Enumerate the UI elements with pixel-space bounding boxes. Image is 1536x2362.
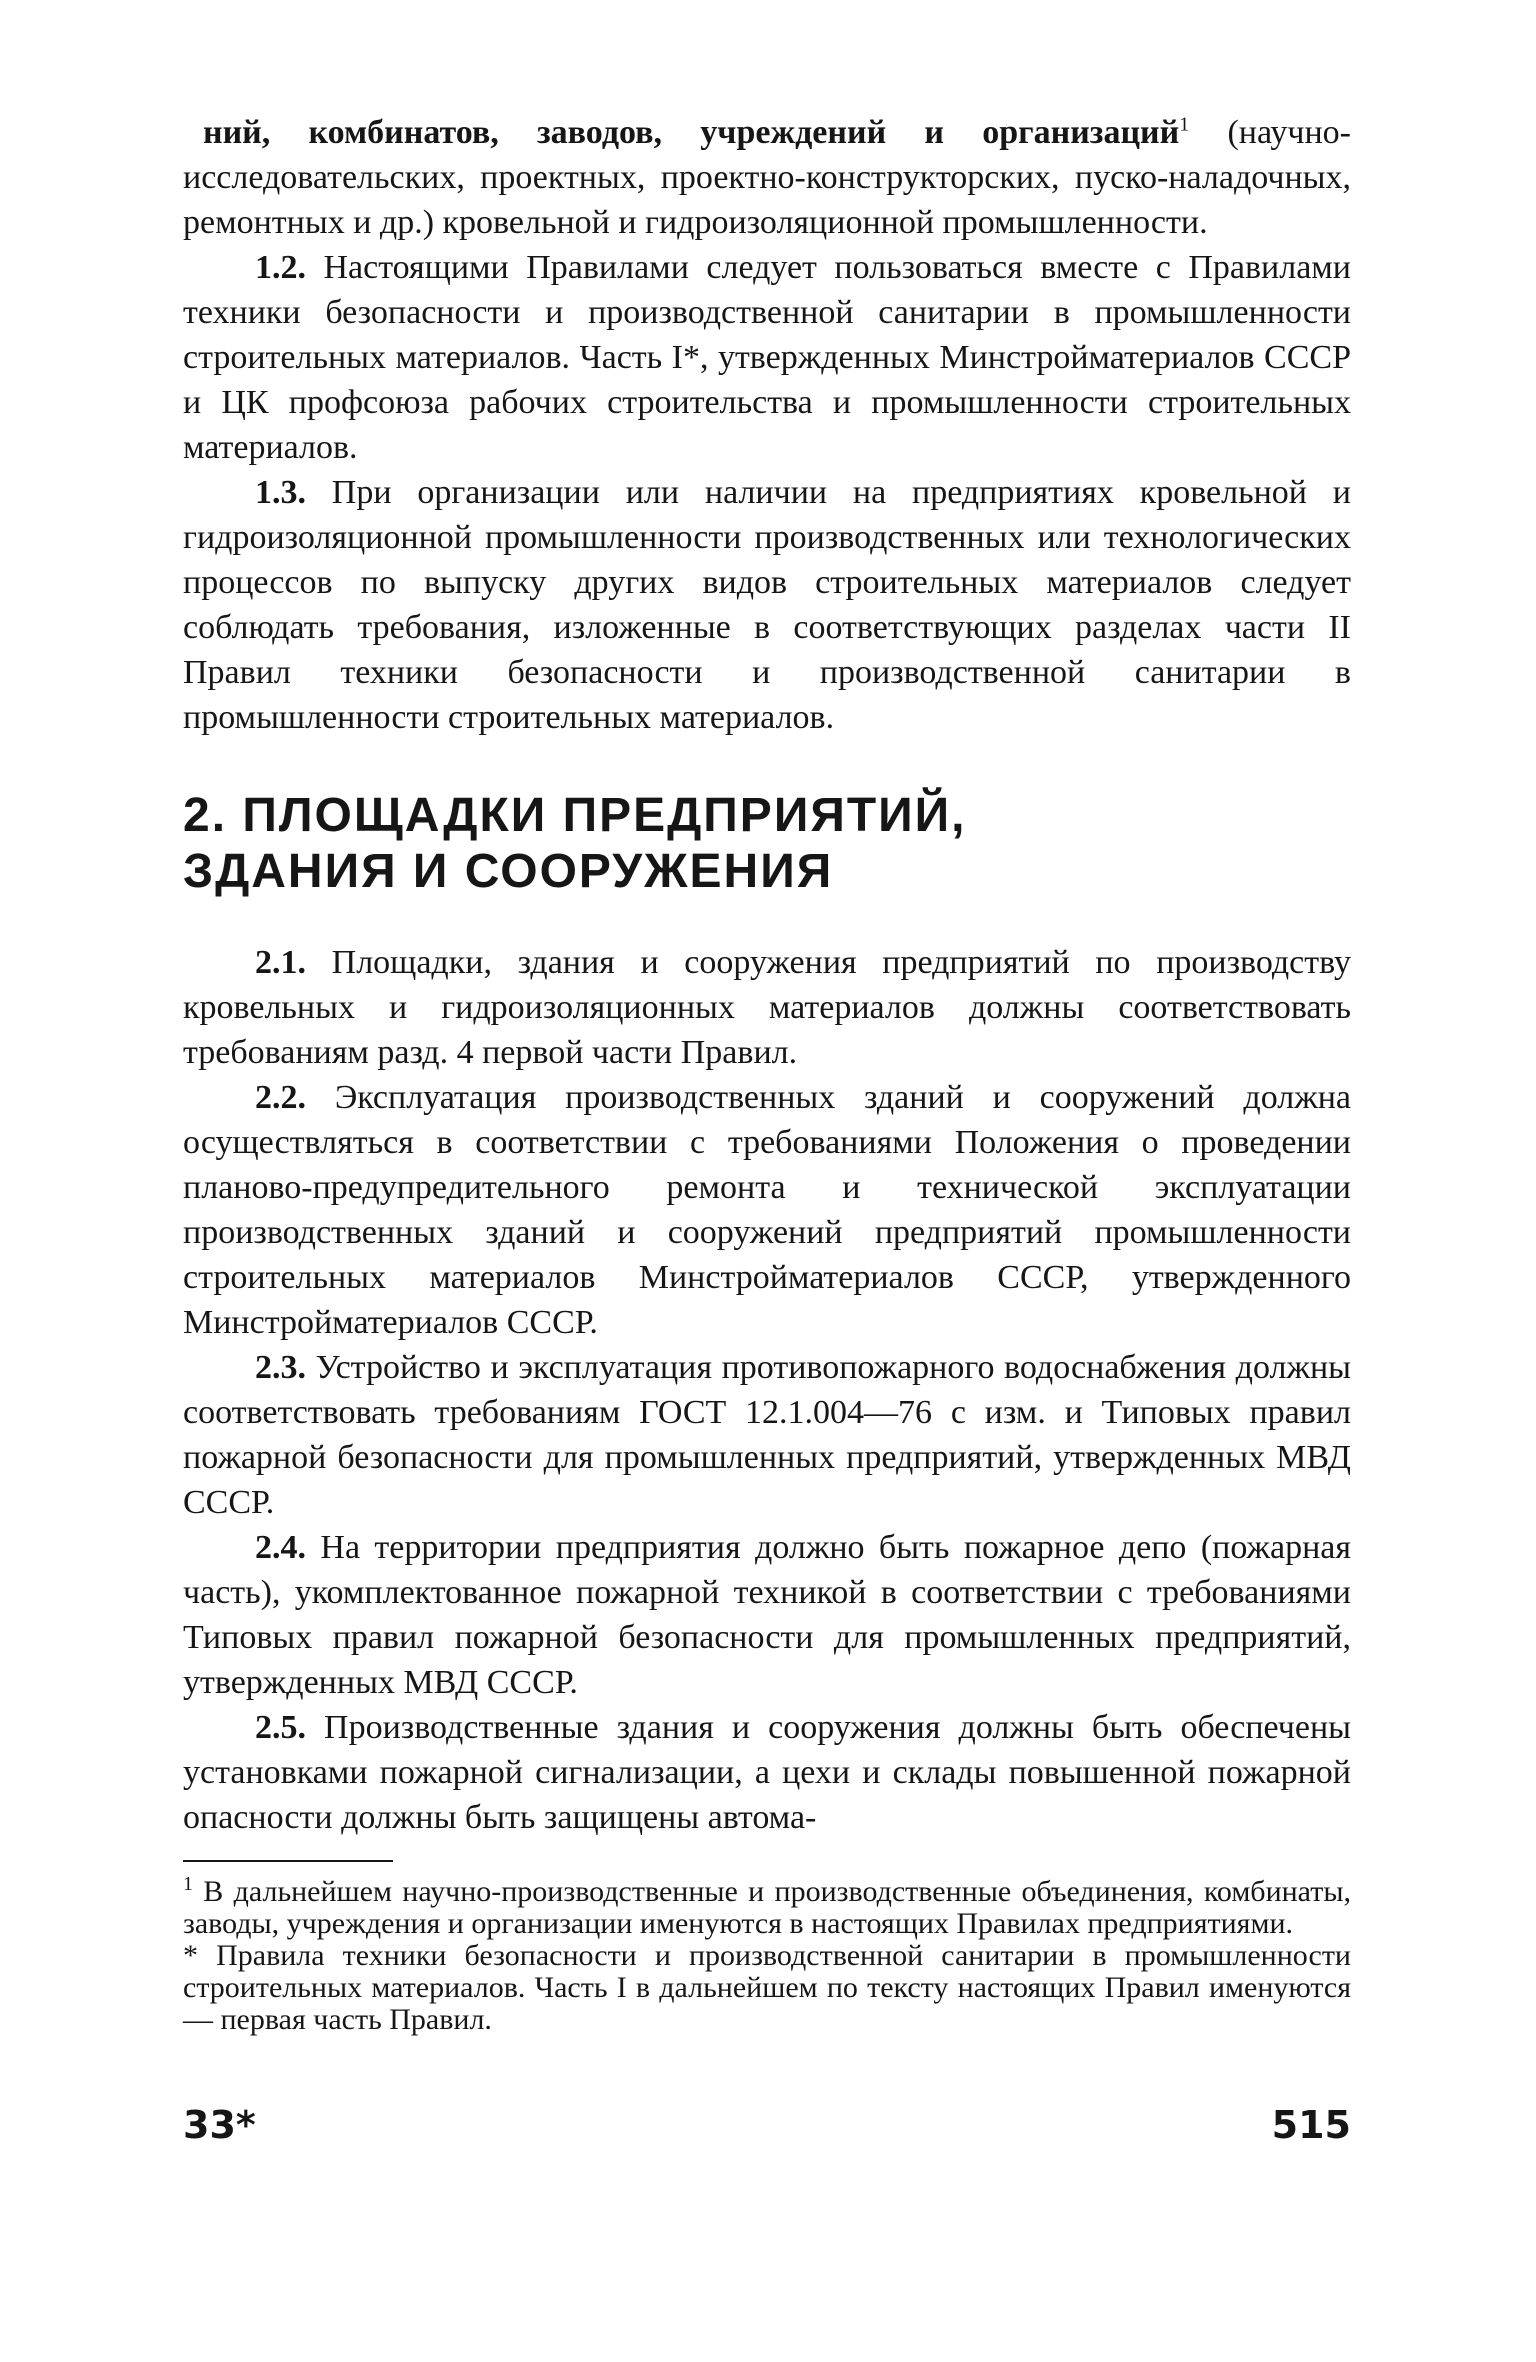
page-number: 515: [1271, 2103, 1351, 2147]
paragraph-2-2: [183, 1075, 1351, 1345]
section-2-title: [183, 788, 1351, 900]
paragraph-text: При организации или наличии на предприятиях кровельной и гидроизоляционной промышленности производственных или технологических процессов по выпуску других видов строительных материалов следует соблюдать требования, изложенные в соответствующих разделах части II Правил техники безопасности и производственной санитарии в промышленности строительных материалов.: [183, 474, 1351, 736]
paragraph-2-5: [183, 1705, 1351, 1840]
paragraph-number: 2.4.: [255, 1529, 306, 1566]
footnote-2: [183, 1940, 1351, 2036]
opening-paragraph: [183, 110, 1351, 245]
footnote-reference: 1: [1179, 113, 1190, 136]
paragraph-number: 2.1.: [255, 944, 306, 981]
paragraph-text: Эксплуатация производственных зданий и сооружений должна осуществляться в соответствии с требованиями Положения о проведении планово-предупредительного ремонта и технической эксплуатации производственных зданий и сооружений предприятий промышленности строительных материалов Минстройматериалов СССР, утвержденного Минстройматериалов СССР.: [183, 1079, 1351, 1341]
paragraph-1-3: [183, 470, 1351, 740]
paragraph-text: Настоящими Правилами следует пользоваться вместе с Правилами техники безопасности и производственной санитарии в промышленности строительных материалов. Часть I*, утвержденных Минстройматериалов СССР и ЦК профсоюза рабочих строительства и промышленности строительных материалов.: [183, 249, 1351, 466]
page-content: [183, 110, 1351, 2036]
section-title-line-1: 2. ПЛОЩАДКИ ПРЕДПРИЯТИЙ,: [183, 789, 967, 842]
signature-mark: 33*: [183, 2103, 256, 2147]
section-title-line-2: ЗДАНИЯ И СООРУЖЕНИЯ: [183, 845, 834, 898]
footnote-text: В дальнейшем научно-производственные и производственные объединения, комбинаты, заводы, учреждения и организации именуются в настоящих Правилах предприятиями.: [183, 1875, 1351, 1940]
footnote-divider: [183, 1860, 393, 1862]
paragraph-number: 2.3.: [255, 1349, 306, 1386]
paragraph-number: 1.3.: [255, 474, 306, 511]
footnote-mark: 1: [183, 1873, 193, 1895]
opening-text: (научно-исследовательских, проектных, проектно-конструкторских, пуско-наладочных, ремонтных и др.) кровельной и гидроизоляционной промышленности.: [183, 114, 1351, 241]
page-footer: [183, 2103, 1351, 2147]
paragraph-text: На территории предприятия должно быть пожарное депо (пожарная часть), укомплектованное пожарной техникой в соответствии с требованиями Типовых правил пожарной безопасности для промышленных предприятий, утвержденных МВД СССР.: [183, 1529, 1351, 1701]
footnote-1: [183, 1873, 1351, 1940]
paragraph-text: Площадки, здания и сооружения предприятий по производству кровельных и гидроизоляционных материалов должны соответствовать требованиям разд. 4 первой части Правил.: [183, 944, 1351, 1071]
opening-intro: ний, комбинатов, заводов, учреждений и организаций: [203, 114, 1180, 151]
paragraph-2-3: [183, 1345, 1351, 1525]
paragraph-number: 1.2.: [255, 249, 306, 286]
paragraph-2-1: [183, 940, 1351, 1075]
paragraph-text: Устройство и эксплуатация противопожарного водоснабжения должны соответствовать требованиям ГОСТ 12.1.004—76 с изм. и Типовых правил пожарной безопасности для промышленных предприятий, утвержденных МВД СССР.: [183, 1349, 1351, 1521]
footnote-mark: *: [183, 1939, 198, 1972]
paragraph-2-4: [183, 1525, 1351, 1705]
paragraph-text: Производственные здания и сооружения должны быть обеспечены установками пожарной сигнализации, а цехи и склады повышенной пожарной опасности должны быть защищены автома-: [183, 1709, 1351, 1836]
footnote-text: Правила техники безопасности и производственной санитарии в промышленности строительных материалов. Часть I в дальнейшем по тексту настоящих Правил именуются — первая часть Правил.: [183, 1939, 1351, 2036]
paragraph-1-2: [183, 245, 1351, 470]
paragraph-number: 2.2.: [255, 1079, 306, 1116]
paragraph-number: 2.5.: [255, 1709, 306, 1746]
